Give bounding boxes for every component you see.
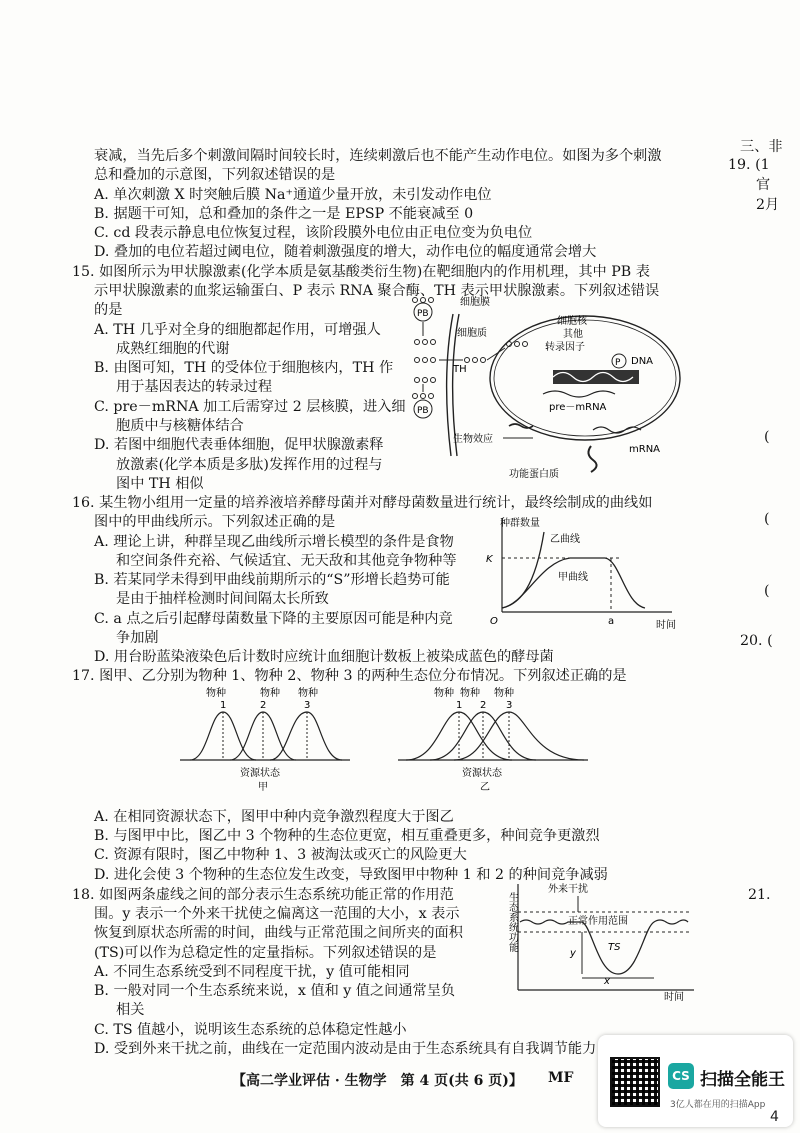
- p-label: P: [615, 358, 621, 368]
- species-label-2: 物种: [260, 688, 280, 699]
- q15-option-d-cont2: 图中 TH 相似: [116, 476, 204, 492]
- origin-label: O: [490, 616, 498, 627]
- x-axis-label: 时间: [664, 992, 684, 1002]
- q17-stem: 17. 图甲、乙分别为物种 1、物种 2、物种 3 的两种生态位分布情况。下列叙述正确的是: [72, 668, 627, 684]
- footer-code: MF: [548, 1070, 574, 1086]
- scanner-tagline: 3亿人都在用的扫描App: [670, 1100, 766, 1110]
- th-label: TH: [453, 364, 467, 375]
- species-label-3: 物种: [494, 688, 514, 699]
- species-label-2: 物种: [460, 688, 480, 699]
- transcription-factor-label: 转录因子: [545, 342, 585, 353]
- right-edge-fragment: (: [764, 429, 770, 445]
- q18-option-a: A. 不同生态系统受到不同程度干扰，y 值可能相同: [94, 964, 410, 980]
- q15-stem-2: 示甲状腺激素的血浆运输蛋白、P 表示 RNA 聚合酶、TH 表示甲状腺激素。下列叙述错误: [94, 283, 660, 299]
- species-number-2: 2: [480, 700, 487, 711]
- point-a-label: a: [608, 616, 615, 627]
- function-curve: [520, 920, 688, 974]
- right-edge-section: 三、非: [740, 139, 783, 155]
- y-measure-label: y: [570, 948, 576, 959]
- q18-stem-4: (TS)可以作为总稳定性的定量指标。下列叙述错误的是: [94, 945, 437, 961]
- right-edge-fragment: 2月: [756, 197, 780, 213]
- species-number-1: 1: [220, 700, 227, 711]
- species-number-2: 2: [260, 700, 267, 711]
- right-edge-q20: 20. (: [740, 633, 773, 649]
- population-growth-chart: [480, 512, 680, 632]
- jia-x-label: 资源状态: [240, 768, 280, 779]
- q15-stem-3: 的是: [94, 302, 123, 318]
- scanner-watermark: [598, 1035, 793, 1127]
- q15-option-c-cont: 胞质中与核糖体结合: [116, 418, 244, 434]
- mrna-label: mRNA: [629, 444, 661, 455]
- y-axis-label: 种群数量: [500, 518, 540, 529]
- cytoplasm-label: 细胞质: [457, 328, 487, 339]
- pb-label-top: PB: [417, 309, 429, 319]
- jia-curve-label: 甲曲线: [558, 572, 588, 583]
- biological-effect-label: 生物效应: [453, 434, 493, 445]
- q15-option-b: B. 由图可知，TH 的受体位于细胞核内，TH 作: [94, 360, 394, 376]
- ecosystem-stability-chart: [498, 880, 698, 1002]
- right-edge-fragment: (: [764, 511, 770, 527]
- other-label: 其他: [563, 329, 583, 340]
- jia-curve-species-3: [270, 712, 342, 760]
- jia-caption: 甲: [258, 782, 268, 793]
- q18-option-d: D. 受到外来干扰之前，曲线在一定范围内波动是由于生态系统具有自我调节能力: [94, 1041, 597, 1057]
- q18-stem-3: 恢复到原状态所需的时间，曲线与正常范围之间所夹的面积: [94, 925, 463, 941]
- nucleus-label: 细胞核: [557, 316, 587, 327]
- disturbance-label: 外来干扰: [548, 884, 588, 895]
- page-number: 4: [770, 1109, 779, 1125]
- yi-curve-species-3: [454, 712, 584, 760]
- right-edge-q19: 19. (1: [728, 157, 770, 173]
- q17-option-b: B. 与图甲中比，图乙中 3 个物种的生态位更宽，相互重叠更多，种间竞争更激烈: [94, 828, 600, 844]
- q15-option-a-cont: 成熟红细胞的代谢: [116, 341, 230, 357]
- q16-option-a-cont: 和空间条件充裕、气候适宜、无天敌和其他竞争物种等: [116, 553, 457, 569]
- qr-code-icon: [610, 1057, 660, 1107]
- q15-stem-1: 15. 如图所示为甲状腺激素(化学本质是氨基酸类衍生物)在靶细胞内的作用机理，其中 PB 表: [72, 264, 650, 280]
- q16-stem-1: 16. 某生物小组用一定量的培养液培养酵母菌并对酵母菌数量进行统计，最终绘制成的曲线如: [72, 495, 653, 511]
- niche-distribution-diagrams: [170, 686, 590, 798]
- j-curve-yi: [502, 532, 544, 608]
- q14-option-a: A. 单次刺激 X 时突触后膜 Na⁺通道少量开放，未引发动作电位: [94, 187, 492, 203]
- yi-caption: 乙: [480, 782, 490, 793]
- page-footer: 【高二学业评估 · 生物学 第 4 页(共 6 页)】: [232, 1073, 523, 1089]
- q16-stem-2: 图中的甲曲线所示。下列叙述正确的是: [94, 514, 336, 530]
- functional-protein-shape: [588, 446, 596, 472]
- scanner-brand: 扫描全能王: [700, 1070, 785, 1090]
- k-label: K: [486, 554, 493, 565]
- cell-membrane-label: 细胞膜: [460, 297, 490, 308]
- q17-option-a: A. 在相同资源状态下，图甲中种内竞争激烈程度大于图乙: [94, 809, 454, 825]
- s-curve-jia: [502, 558, 645, 608]
- q15-option-b-cont: 用于基因表达的转录过程: [116, 379, 273, 395]
- q14-option-b: B. 据题干可知，总和叠加的条件之一是 EPSP 不能衰减至 0: [94, 206, 474, 222]
- yi-x-label: 资源状态: [462, 768, 502, 779]
- q15-option-d: D. 若图中细胞代表垂体细胞，促甲状腺激素释: [94, 437, 384, 453]
- ts-area-label: TS: [608, 942, 621, 953]
- q18-stem-1: 18. 如图两条虚线之间的部分表示生态系统功能正常的作用范: [72, 887, 454, 903]
- species-number-3: 3: [304, 700, 311, 711]
- right-edge-q21: 21.: [748, 887, 771, 903]
- pre-mrna-label: pre－mRNA: [549, 402, 607, 413]
- q15-option-c: C. pre－mRNA 加工后需穿过 2 层核膜，进入细: [94, 399, 406, 415]
- species-number-1: 1: [456, 700, 463, 711]
- q15-option-a: A. TH 几乎对全身的细胞都起作用，可增强人: [94, 322, 381, 338]
- q14-option-c: C. cd 段表示静息电位恢复过程，该阶段膜外电位由正电位变为负电位: [94, 225, 533, 241]
- q16-option-b-cont: 是由于抽样检测时间间隔太长所致: [116, 591, 329, 607]
- species-label-1: 物种: [206, 688, 226, 699]
- normal-range-label: 正常作用范围: [568, 916, 628, 927]
- cs-logo-icon: CS: [668, 1063, 694, 1089]
- q16-option-a: A. 理论上讲，种群呈现乙曲线所示增长模型的条件是食物: [94, 534, 454, 550]
- species-label-3: 物种: [298, 688, 318, 699]
- thyroid-hormone-mechanism-diagram: [405, 296, 695, 478]
- q17-option-c: C. 资源有限时，图乙中物种 1、3 被淘汰或灭亡的风险更大: [94, 847, 467, 863]
- functional-protein-label: 功能蛋白质: [509, 469, 559, 478]
- right-edge-fragment: (: [764, 583, 770, 599]
- q14-option-d: D. 叠加的电位若超过阈电位，随着刺激强度的增大，动作电位的幅度通常会增大: [94, 244, 597, 260]
- q16-option-b: B. 若某同学未得到甲曲线前期所示的“S”形增长趋势可能: [94, 572, 450, 588]
- pre-mrna-wave: [543, 391, 615, 397]
- dna-helix: [553, 370, 639, 384]
- dna-label: DNA: [631, 356, 654, 367]
- x-axis-label: 时间: [656, 620, 676, 631]
- q18-stem-2: 围。y 表示一个外来干扰使之偏离这一范围的大小，x 表示: [94, 906, 460, 922]
- x-measure-label: x: [604, 976, 610, 987]
- q18-option-b: B. 一般对同一个生态系统来说，x 值和 y 值之间通常呈负: [94, 983, 456, 999]
- species-number-3: 3: [506, 700, 513, 711]
- yi-curve-label: 乙曲线: [550, 534, 580, 545]
- q17-option-d: D. 进化会使 3 个物种的生态位发生改变，导致图甲中物种 1 和 2 的种间竞争减弱: [94, 867, 608, 883]
- intro-line-2: 总和叠加的示意图，下列叙述错误的是: [94, 167, 336, 183]
- q16-option-c-cont: 争加剧: [116, 630, 159, 646]
- q16-option-d: D. 用台盼蓝染液染色后计数时应统计血细胞计数板上被染成蓝色的酵母菌: [94, 649, 554, 665]
- q18-option-c: C. TS 值越小，说明该生态系统的总体稳定性越小: [94, 1022, 407, 1038]
- right-edge-fragment: 官: [756, 177, 771, 193]
- intro-line-1: 衰减，当先后多个刺激间隔时间较长时，连续刺激后也不能产生动作电位。如图为多个刺激: [94, 148, 662, 164]
- q18-option-b-cont: 相关: [116, 1002, 145, 1018]
- q16-option-c: C. a 点之后引起酵母菌数量下降的主要原因可能是种内竞: [94, 611, 453, 627]
- q15-option-d-cont: 放激素(化学本质是多肽)发挥作用的过程与: [116, 457, 383, 473]
- y-axis-label: 生态系统功能: [506, 892, 518, 952]
- pb-label-bottom: PB: [417, 406, 429, 416]
- species-label-1: 物种: [434, 688, 454, 699]
